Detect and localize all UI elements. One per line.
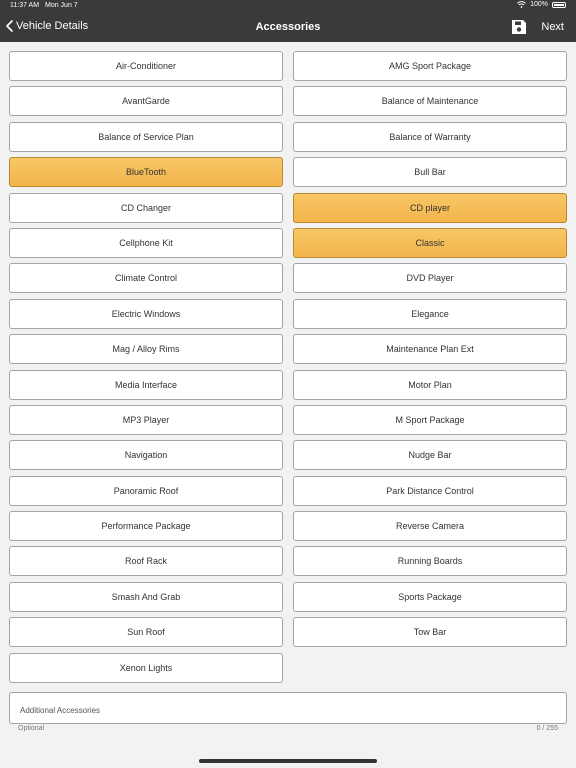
accessory-label: Electric Windows	[111, 308, 181, 319]
accessory-label: Air-Conditioner	[115, 61, 177, 71]
accessory-button[interactable]	[9, 334, 283, 364]
accessory-button[interactable]	[9, 653, 283, 683]
accessory-label: Elegance	[411, 308, 449, 319]
accessory-button[interactable]	[293, 263, 567, 293]
accessory-label: AMG Sport Package	[388, 61, 472, 71]
accessory-button[interactable]	[9, 157, 283, 187]
accessory-button[interactable]	[293, 157, 567, 187]
status-right	[517, 1, 566, 8]
accessory-label: Running Boards	[397, 556, 463, 567]
accessory-button[interactable]	[293, 546, 567, 576]
accessory-label: DVD Player	[406, 273, 454, 284]
accessory-button[interactable]	[293, 617, 567, 647]
additional-accessories-box[interactable]	[9, 692, 567, 724]
floppy-disk-icon	[511, 19, 527, 35]
accessory-label: BlueTooth	[125, 167, 167, 178]
accessory-button[interactable]	[293, 334, 567, 364]
accessory-button[interactable]	[9, 370, 283, 400]
accessory-label: Maintenance Plan Ext	[386, 344, 474, 355]
home-indicator[interactable]	[199, 759, 377, 763]
accessory-button[interactable]	[293, 405, 567, 435]
save-button[interactable]	[511, 19, 527, 35]
accessories-grid	[9, 51, 567, 683]
accessory-label: Performance Package	[101, 521, 191, 532]
status-date: Mon Jun 7	[45, 2, 78, 9]
navigation-bar	[0, 12, 576, 42]
additional-accessories-input[interactable]	[18, 702, 552, 718]
accessory-label: Panoramic Roof	[113, 485, 179, 496]
accessory-label: CD Changer	[120, 202, 172, 213]
battery-icon	[552, 2, 566, 8]
accessory-label: Mag / Alloy Rims	[112, 344, 180, 355]
page-title: Accessories	[255, 21, 321, 33]
accessory-label: Cellphone Kit	[119, 237, 173, 248]
accessory-button[interactable]	[293, 511, 567, 541]
accessory-button[interactable]	[293, 582, 567, 612]
accessory-label: MP3 Player	[122, 414, 170, 425]
accessory-label: Sun Roof	[127, 627, 165, 638]
optional-helper-text: Optional	[18, 725, 45, 732]
accessory-button[interactable]	[9, 51, 283, 81]
back-label: Vehicle Details	[16, 20, 89, 32]
accessory-button[interactable]	[9, 511, 283, 541]
accessory-button[interactable]	[9, 405, 283, 435]
battery-percent: 100%	[530, 1, 548, 8]
accessory-label: Navigation	[124, 450, 168, 461]
accessory-label: Tow Bar	[413, 627, 447, 638]
accessory-button[interactable]	[9, 122, 283, 152]
accessory-label: Bull Bar	[414, 167, 446, 178]
accessory-button[interactable]	[9, 617, 283, 647]
accessory-button[interactable]	[9, 86, 283, 116]
accessory-button[interactable]	[293, 476, 567, 506]
accessory-label: Climate Control	[114, 273, 178, 284]
accessory-label: Xenon Lights	[119, 662, 173, 673]
accessory-button[interactable]	[293, 440, 567, 470]
accessory-button[interactable]	[9, 299, 283, 329]
accessory-button[interactable]	[293, 86, 567, 116]
character-counter: 0 / 255	[536, 725, 558, 732]
accessory-button[interactable]	[293, 299, 567, 329]
accessory-label: Reverse Camera	[395, 521, 465, 532]
accessory-button[interactable]	[293, 51, 567, 81]
accessory-button[interactable]	[9, 228, 283, 258]
accessory-label: Balance of Warranty	[389, 131, 471, 142]
accessory-label: Balance of Service Plan	[98, 131, 194, 142]
status-bar	[0, 0, 576, 12]
accessory-button[interactable]	[9, 546, 283, 576]
accessory-button[interactable]	[293, 228, 567, 258]
accessory-label: AvantGarde	[122, 96, 170, 107]
next-button[interactable]: Next	[541, 21, 564, 33]
accessory-label: Smash And Grab	[111, 591, 181, 602]
accessory-label: Park Distance Control	[386, 485, 474, 496]
accessory-button[interactable]	[293, 370, 567, 400]
accessory-button[interactable]	[293, 193, 567, 223]
accessory-button[interactable]	[9, 440, 283, 470]
accessory-label: CD player	[409, 202, 450, 213]
accessory-label: Balance of Maintenance	[381, 96, 479, 107]
accessory-label: Classic	[415, 237, 445, 248]
accessory-label: M Sport Package	[395, 414, 465, 425]
accessory-button[interactable]	[9, 263, 283, 293]
accessory-button[interactable]	[9, 193, 283, 223]
accessory-button[interactable]	[9, 582, 283, 612]
accessory-label: Roof Rack	[124, 556, 168, 567]
accessory-label: Nudge Bar	[408, 450, 452, 461]
back-button[interactable]	[6, 20, 88, 32]
accessory-label: Sports Package	[398, 591, 462, 602]
status-time: 11:37 AM	[10, 2, 40, 9]
accessory-label: Media Interface	[114, 379, 178, 390]
accessory-button[interactable]	[9, 476, 283, 506]
wifi-icon	[517, 1, 526, 8]
accessory-label: Motor Plan	[408, 379, 452, 390]
accessory-button[interactable]	[293, 122, 567, 152]
chevron-left-icon	[6, 20, 13, 32]
